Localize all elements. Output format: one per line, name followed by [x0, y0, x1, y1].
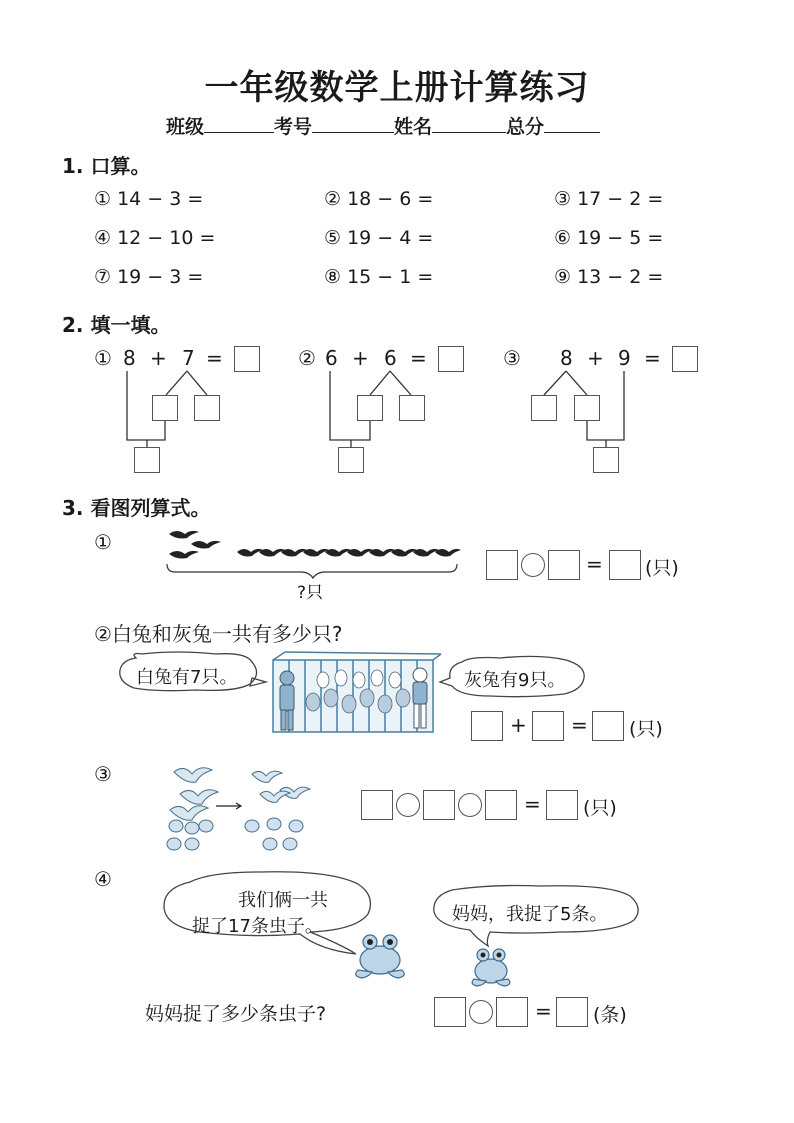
step-box[interactable] [593, 447, 619, 473]
plus-sign: + [510, 713, 527, 737]
operand-box[interactable] [423, 790, 455, 820]
bubble-text: 白兔有7只。 [136, 667, 238, 688]
addend-b: 9 [618, 346, 631, 370]
operator-circle[interactable] [469, 1000, 493, 1024]
problem-question: 妈妈捉了多少条虫子? [145, 1003, 327, 1025]
equals-sign: = [586, 552, 603, 576]
frog-icon [352, 930, 408, 980]
unit-label: (只) [629, 718, 663, 740]
addend-b: 6 [384, 346, 397, 370]
frog-icon [468, 945, 514, 987]
decompose-no: ③ [503, 346, 521, 370]
unit-label: (只) [583, 797, 617, 819]
operand-box[interactable] [471, 711, 503, 741]
split-box[interactable] [531, 395, 557, 421]
addend-a: 6 [325, 346, 338, 370]
bubble-text: 我们俩一共 [238, 890, 328, 911]
equals-sign: = [535, 999, 552, 1023]
operator-circle[interactable] [396, 793, 420, 817]
brace-label: ?只 [297, 583, 324, 603]
operand-box[interactable] [434, 997, 466, 1027]
oral-item: ⑦ 19 − 3 = [94, 266, 204, 288]
swallow-icon [165, 526, 465, 576]
equals-sign: = [410, 346, 427, 370]
oral-item: ③ 17 − 2 = [554, 188, 664, 210]
problem-no: ④ [94, 867, 112, 891]
equals-sign: = [571, 713, 588, 737]
child-icon [405, 666, 435, 730]
bubble-text: 妈妈，我捉了5条。 [452, 904, 608, 925]
operand-box[interactable] [361, 790, 393, 820]
equals-sign: = [524, 792, 541, 816]
operand-box[interactable] [485, 790, 517, 820]
operand-box[interactable] [496, 997, 528, 1027]
decompose-no: ① [94, 346, 112, 370]
bubble-text: 灰兔有9只。 [464, 670, 566, 691]
unit-label: (只) [645, 557, 679, 579]
section2-heading: 2. 填一填。 [62, 313, 171, 337]
class-label: 班级 [166, 116, 205, 138]
plus-sign: + [587, 346, 604, 370]
operator-circle[interactable] [458, 793, 482, 817]
oral-item: ⑤ 19 − 4 = [324, 227, 434, 249]
result-box[interactable] [556, 997, 588, 1027]
unit-label: (条) [593, 1004, 627, 1026]
exam-no-label: 考号 [274, 116, 313, 138]
bubble-text: 捉了17条虫子。 [192, 916, 323, 937]
section1-heading: 1. 口算。 [62, 154, 151, 178]
oral-item: ⑧ 15 − 1 = [324, 266, 434, 288]
operand-box[interactable] [532, 711, 564, 741]
score-label: 总分 [506, 116, 545, 138]
oral-item: ⑨ 13 − 2 = [554, 266, 664, 288]
section3-heading: 3. 看图列算式。 [62, 496, 211, 520]
plus-sign: + [352, 346, 369, 370]
problem-no: ① [94, 530, 112, 554]
equals-sign: = [644, 346, 661, 370]
decompose-no: ② [298, 346, 316, 370]
problem-no: ③ [94, 762, 112, 786]
oral-item: ⑥ 19 − 5 = [554, 227, 664, 249]
result-box[interactable] [609, 550, 641, 580]
addend-a: 8 [123, 346, 136, 370]
equals-sign: = [206, 346, 223, 370]
page-title: 一年级数学上册计算练习 [204, 68, 590, 108]
oral-item: ① 14 − 3 = [94, 188, 204, 210]
plus-sign: + [150, 346, 167, 370]
result-box[interactable] [546, 790, 578, 820]
addend-b: 7 [182, 346, 195, 370]
oral-item: ② 18 − 6 = [324, 188, 434, 210]
split-box[interactable] [574, 395, 600, 421]
addend-a: 8 [560, 346, 573, 370]
problem-question: ②白兔和灰兔一共有多少只? [94, 622, 343, 646]
oral-item: ④ 12 − 10 = [94, 227, 216, 249]
name-label: 姓名 [394, 116, 433, 138]
operator-circle[interactable] [521, 553, 545, 577]
operand-box[interactable] [548, 550, 580, 580]
birds-ducks-icon [160, 760, 320, 856]
operand-box[interactable] [486, 550, 518, 580]
result-box[interactable] [592, 711, 624, 741]
